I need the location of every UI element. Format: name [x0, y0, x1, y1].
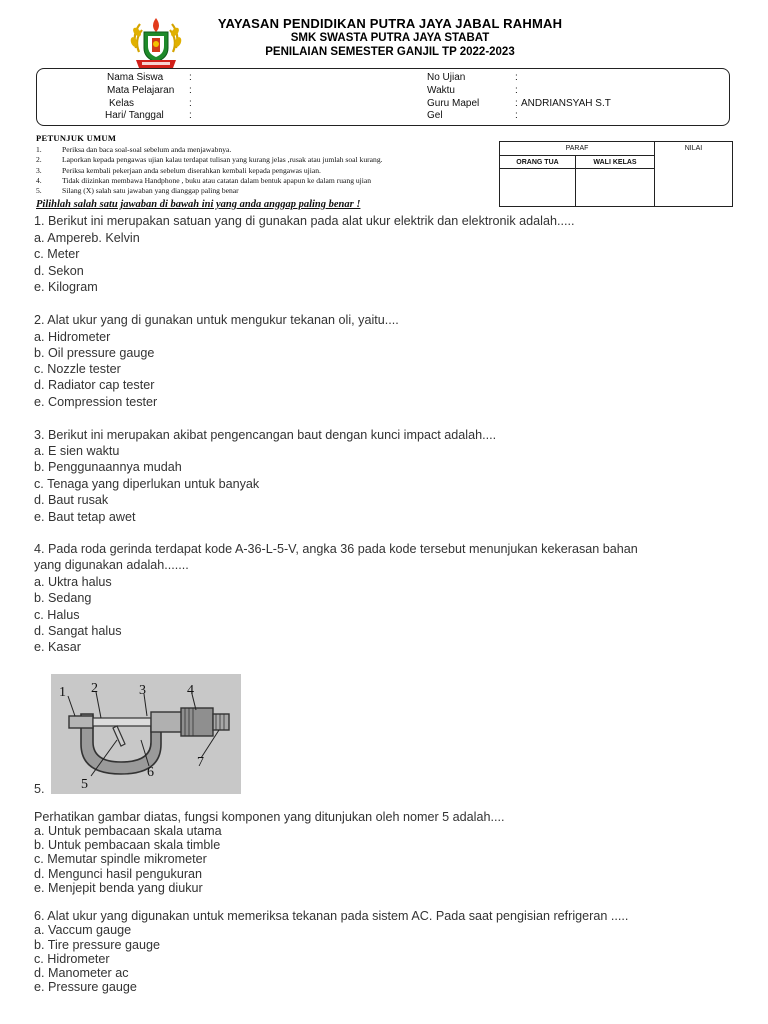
figure-label: 5 — [81, 777, 88, 792]
paraf-nilai-table — [499, 141, 733, 207]
answer-option[interactable]: d. Baut rusak — [34, 493, 109, 507]
identity-label: Guru Mapel — [427, 98, 480, 109]
instruction-number: 1. — [36, 145, 42, 154]
figure-label: 7 — [197, 755, 204, 770]
answer-option[interactable]: d. Manometer ac — [34, 966, 129, 980]
answer-option[interactable]: e. Compression tester — [34, 395, 158, 409]
orang-tua-signature-cell[interactable] — [500, 169, 576, 207]
answer-option[interactable]: c. Nozzle tester — [34, 362, 121, 376]
question-2-text: 2. Alat ukur yang di gunakan untuk mengukur tekanan oli, yaitu.... — [34, 313, 399, 327]
instruction-text: Laporkan kepada pengawas ujian kalau terdapat tulisan yang kurang jelas ,rusak atau jumlah soal kurang. — [62, 155, 383, 164]
identity-label: No Ujian — [427, 72, 466, 83]
answer-option[interactable]: e. Kilogram — [34, 280, 98, 294]
orang-tua-header: ORANG TUA — [500, 156, 576, 169]
identity-colon: : — [515, 110, 518, 121]
answer-option[interactable]: a. Uktra halus — [34, 575, 112, 589]
instruction-number: 5. — [36, 186, 42, 195]
identity-colon: : — [189, 72, 192, 83]
question-3-text: 3. Berikut ini merupakan akibat pengencangan baut dengan kunci impact adalah.... — [34, 428, 497, 442]
question-5-text: Perhatikan gambar diatas, fungsi komponen yang ditunjukan oleh nomer 5 adalah.... — [34, 810, 505, 824]
answer-option[interactable]: a. Hidrometer — [34, 330, 111, 344]
answer-option[interactable]: d. Mengunci hasil pengukuran — [34, 867, 203, 881]
answer-option[interactable]: e. Pressure gauge — [34, 980, 137, 994]
school-logo-icon — [126, 14, 186, 72]
instruction-item — [36, 166, 321, 175]
identity-colon: : — [515, 72, 518, 83]
instructions-title: PETUNJUK UMUM — [36, 133, 117, 143]
question-5-number: 5. — [34, 782, 45, 796]
wali-kelas-signature-cell[interactable] — [576, 169, 655, 207]
instruction-text: Silang (X) salah satu jawaban yang dianggap paling benar — [62, 186, 239, 195]
identity-colon: : — [189, 85, 192, 96]
answer-option[interactable]: d. Sekon — [34, 264, 84, 278]
instruction-text: Periksa kembali pekerjaan anda sebelum diserahkan kembali kepada pengawas ujian. — [62, 166, 321, 175]
answer-option[interactable]: a. Ampereb. Kelvin — [34, 231, 140, 245]
answer-directive: Pilihlah salah satu jawaban di bawah ini yang anda anggap paling benar ! — [36, 199, 361, 210]
instruction-item — [36, 145, 231, 154]
answer-option[interactable]: b. Untuk pembacaan skala timble — [34, 838, 221, 852]
identity-value[interactable]: ANDRIANSYAH S.T — [521, 98, 611, 109]
answer-option[interactable]: e. Kasar — [34, 640, 81, 654]
wali-kelas-header: WALI KELAS — [576, 156, 655, 169]
figure-label: 2 — [91, 681, 98, 696]
instruction-item — [36, 186, 239, 195]
figure-label: 3 — [139, 683, 146, 698]
paraf-header: PARAF — [500, 142, 655, 156]
identity-label: Waktu — [427, 85, 455, 96]
instruction-text: Periksa dan baca soal-soal sebelum anda menjawabnya. — [62, 145, 232, 154]
question-4-text-cont: yang digunakan adalah....... — [34, 558, 189, 572]
instruction-number: 2. — [36, 155, 42, 164]
answer-option[interactable]: c. Memutar spindle mikrometer — [34, 852, 207, 866]
identity-label: Gel — [427, 110, 443, 121]
exam-title: PENILAIAN SEMESTER GANJIL TP 2022-2023 — [265, 46, 515, 58]
answer-option[interactable]: d. Radiator cap tester — [34, 378, 155, 392]
nilai-header: NILAI — [684, 145, 703, 152]
question-4-text: 4. Pada roda gerinda terdapat kode A-36-L-5-V, angka 36 pada kode tersebut menunjukan kekerasan bahan — [34, 542, 638, 556]
answer-option[interactable]: b. Oil pressure gauge — [34, 346, 155, 360]
identity-label: Hari/ Tanggal — [105, 110, 164, 121]
school-title: SMK SWASTA PUTRA JAYA STABAT — [290, 32, 490, 44]
answer-option[interactable]: c. Meter — [34, 247, 80, 261]
answer-option[interactable]: e. Menjepit benda yang diukur — [34, 881, 203, 895]
answer-option[interactable]: a. Untuk pembacaan skala utama — [34, 824, 222, 838]
answer-option[interactable]: e. Baut tetap awet — [34, 510, 136, 524]
question-6-text: 6. Alat ukur yang digunakan untuk memeriksa tekanan pada sistem AC. Pada saat pengisian refrigeran ..... — [34, 909, 629, 923]
identity-colon: : — [515, 98, 518, 109]
instruction-item — [36, 176, 371, 185]
answer-option[interactable]: a. E sien waktu — [34, 444, 120, 458]
answer-option[interactable]: c. Hidrometer — [34, 952, 110, 966]
identity-label: Nama Siswa — [107, 72, 164, 83]
instruction-number: 4. — [36, 176, 42, 185]
answer-option[interactable]: b. Tire pressure gauge — [34, 938, 161, 952]
answer-option[interactable]: c. Halus — [34, 608, 80, 622]
figure-label: 6 — [147, 765, 154, 780]
instruction-number: 3. — [36, 166, 42, 175]
identity-label: Mata Pelajaran — [107, 85, 175, 96]
figure-label: 1 — [59, 685, 66, 700]
instruction-text: Tidak diizinkan membawa Handphone , buku atau catatan dalam bentuk apapun ke dalam ruang ujian — [62, 176, 372, 185]
answer-option[interactable]: a. Vaccum gauge — [34, 923, 132, 937]
answer-option[interactable]: c. Tenaga yang diperlukan untuk banyak — [34, 477, 260, 491]
figure-label: 4 — [187, 683, 194, 698]
identity-label: Kelas — [109, 98, 135, 109]
nilai-cell[interactable] — [655, 142, 733, 207]
instruction-item — [36, 155, 383, 164]
answer-option[interactable]: d. Sangat halus — [34, 624, 122, 638]
identity-colon: : — [515, 85, 518, 96]
identity-colon: : — [189, 110, 192, 121]
question-1-text: 1. Berikut ini merupakan satuan yang di gunakan pada alat ukur elektrik dan elektronik adalah..... — [34, 214, 575, 228]
identity-colon: : — [189, 98, 192, 109]
answer-option[interactable]: b. Sedang — [34, 591, 92, 605]
foundation-title: YAYASAN PENDIDIKAN PUTRA JAYA JABAL RAHMAH — [217, 16, 563, 31]
student-identity-box — [36, 68, 730, 126]
answer-option[interactable]: b. Penggunaannya mudah — [34, 460, 182, 474]
micrometer-figure — [51, 674, 241, 794]
